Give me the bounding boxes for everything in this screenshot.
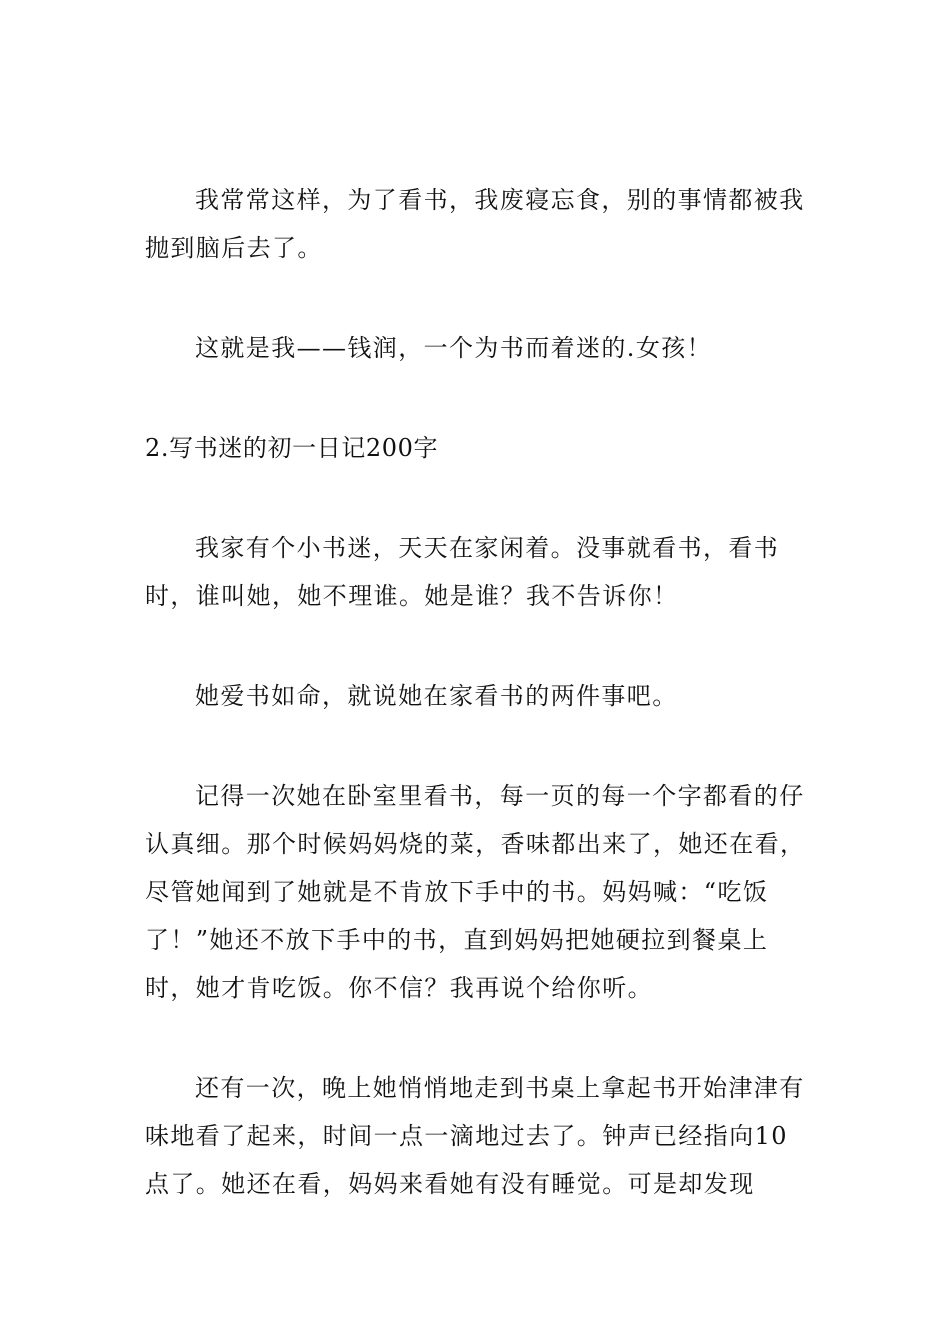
paragraph-1: 我常常这样，为了看书，我废寝忘食，别的事情都被我抛到脑后去了。 xyxy=(145,186,805,262)
paragraph-4: 她爱书如命，就说她在家看书的两件事吧。 xyxy=(195,682,678,710)
paragraph-5: 记得一次她在卧室里看书，每一页的每一个字都看的仔认真细。那个时候妈妈烧的菜，香味都出来了，她还在看，尽管她闻到了她就是不肯放下手中的书。妈妈喊：“吃饭了！”她还不放下手中的书，直到妈妈把她硬拉到餐桌上时，她才肯吃饭。你不信？我再说个给你听。 xyxy=(145,782,806,1002)
paragraph-2: 这就是我——钱润，一个为书而着迷的.女孩！ xyxy=(195,334,713,362)
section-title: 2.写书迷的初一日记200字 xyxy=(145,434,439,462)
document-body xyxy=(145,176,807,1208)
paragraph-6: 还有一次，晚上她悄悄地走到书桌上拿起书开始津津有味地看了起来，时间一点一滴地过去了。钟声已经指向10点了。她还在看，妈妈来看她有没有睡觉。可是却发现 xyxy=(145,1074,805,1198)
paragraph-3: 我家有个小书迷，天天在家闲着。没事就看书，看书时，谁叫她，她不理谁。她是谁？我不告诉你！ xyxy=(145,534,780,610)
